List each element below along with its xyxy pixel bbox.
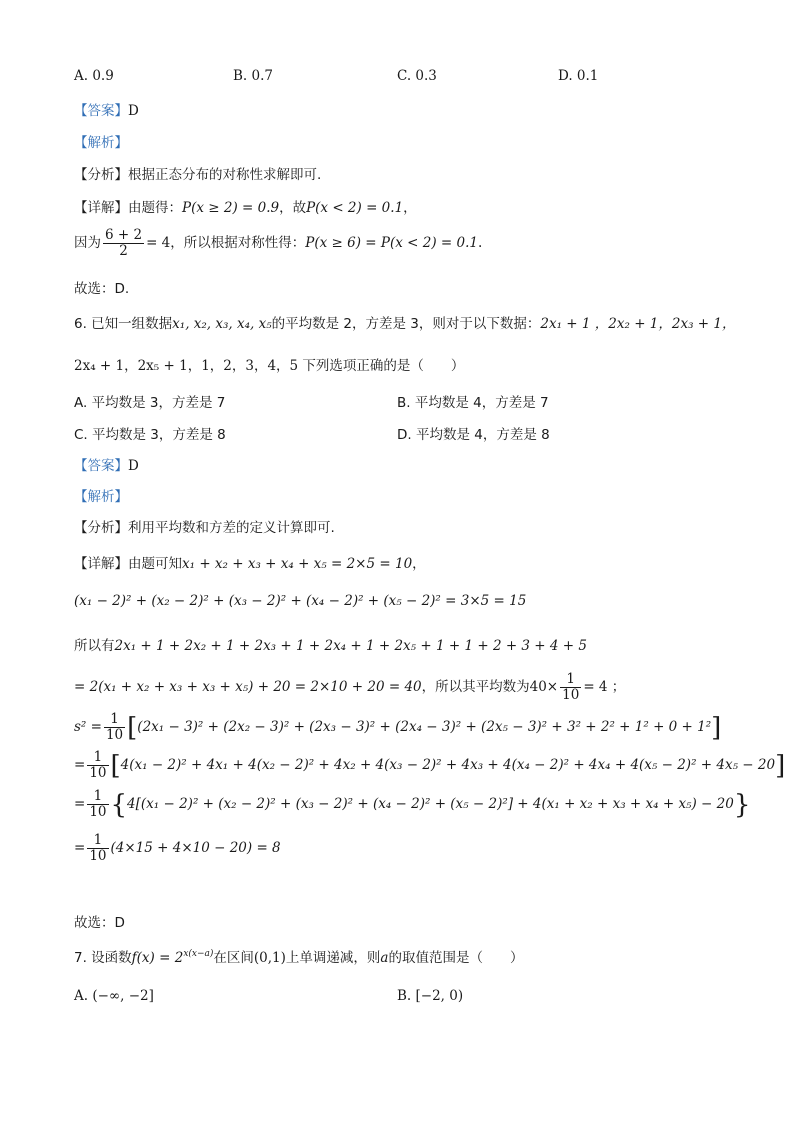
frac-num: 1 (87, 750, 108, 766)
frac-den: 10 (89, 765, 107, 781)
frac-den: 10 (562, 687, 580, 703)
q6-detail-line5: s² = $\frac{1}{10}$ [(2x₁ − 3)² + (2x₂ − 3)² + (2x₃ − 3)² + (2x₄ − 3)² + (2x₅ − 3)² + 3² + 2² + 1² + 0 + 1²] (74, 711, 722, 743)
q6-detail-line4 (74, 672, 625, 703)
math-expr: = 2(x₁ + x₂ + x₃ + x₃ + x₅) + 20 = 2×10 + 20 = 40 (74, 679, 422, 695)
frac-den: 10 (89, 804, 107, 820)
q6-detail-line7: = $\frac{1}{10}$ {4[(x₁ − 2)² + (x₂ − 2)² + (x₃ − 2)² + (x₄ − 2)² + (x₅ − 2)²] + 4(x₁ + x₂ + x₃ + x₄ + x₅) − 20} (74, 788, 751, 820)
q5-fenxi-line (74, 163, 321, 183)
text: 上单调递减，则 (285, 950, 381, 966)
fenxi-text: 根据正态分布的对称性求解即可. (128, 167, 322, 183)
math-expr: (4×15 + 4×10 − 20) = 8 (110, 840, 281, 856)
q6-option-d: D. 平均数是 4，方差是 8 (397, 427, 550, 443)
fraction (87, 750, 108, 781)
q5-analysis-heading (74, 131, 128, 151)
q6-option-c: C. 平均数是 3，方差是 8 (74, 427, 226, 443)
answer-value: D (128, 458, 139, 474)
text: ，所以其平均数为 (421, 679, 530, 695)
q6-stem-line2: 2x₄ + 1，2x₅ + 1，1，2，3，4，5 下列选项正确的是（ ） (74, 358, 465, 374)
q6-answer-line (74, 454, 139, 474)
q6-option-a: A. 平均数是 3，方差是 7 (74, 395, 226, 411)
q5-choose: 故选：D. (74, 281, 130, 297)
q6-choose: 故选：D (74, 915, 125, 931)
xiangjie-tag: 【详解】 (74, 200, 128, 216)
frac-num: 1 (87, 789, 108, 805)
text: 因为 (74, 235, 101, 251)
q6-option-b: B. 平均数是 4，方差是 7 (397, 395, 549, 411)
fraction (104, 712, 125, 743)
text: ，故 (279, 200, 307, 216)
q7-stem (74, 946, 523, 966)
math-expr: P(x ≥ 6) = P(x < 2) = 0.1 (305, 235, 478, 251)
answer-value: D (128, 103, 139, 119)
q6-detail-line2 (74, 593, 526, 609)
math-var: a (380, 950, 389, 966)
math-expr: x₁, x₂, x₃, x₄, x₅ (172, 316, 272, 332)
xiangjie-tag: 【详解】 (74, 556, 128, 572)
text: 的取值范围是（ ） (388, 950, 524, 966)
frac-num: 1 (87, 833, 108, 849)
math-expr: 40× (529, 679, 559, 695)
frac-num: 6 + 2 (105, 227, 143, 243)
math-expr: (x₁ − 2)² + (x₂ − 2)² + (x₃ − 2)² + (x₄ − 2)² + (x₅ − 2)² = 3×5 = 15 (74, 593, 527, 609)
math-expr: = 4 (146, 235, 171, 251)
frac-den: 10 (105, 727, 124, 743)
math-expr: P(x < 2) = 0.1 (306, 200, 404, 216)
q5-detail-line2 (74, 228, 482, 259)
fenxi-tag: 【分析】 (74, 520, 128, 536)
answer-tag: 【答案】 (74, 103, 128, 119)
math-exponent: x(x−a) (183, 949, 214, 959)
q5-option-b: B. 0.7 (233, 68, 273, 84)
math-expr: = 4 ； (583, 679, 626, 695)
math-expr: P(x ≥ 2) = 0.9 (182, 200, 280, 216)
fenxi-tag: 【分析】 (74, 167, 128, 183)
text: . (477, 235, 483, 251)
math-expr: f(x) = 2 (131, 950, 184, 966)
q6-stem-line1 (74, 312, 736, 332)
math-expr: 4[(x₁ − 2)² + (x₂ − 2)² + (x₃ − 2)² + (x₄ − 2)² + (x₅ − 2)²] + 4(x₁ + x₂ + x₃ + x₄ + x₅) − 20 (127, 796, 734, 812)
text: 6. 已知一组数据 (74, 316, 173, 332)
q5-answer-line (74, 99, 139, 119)
text: ， (412, 556, 426, 572)
q6-detail-line3 (74, 634, 587, 654)
text: 7. 设函数 (74, 950, 132, 966)
frac-den: 2 (119, 243, 128, 259)
text: 的平均数是 2，方差是 3，则对于以下数据： (271, 316, 541, 332)
math-expr: 4(x₁ − 2)² + 4x₁ + 4(x₂ − 2)² + 4x₂ + 4(x₃ − 2)² + 4x₃ + 4(x₄ − 2)² + 4x₄ + 4(x₅ − 2)² + 4x₅ − 20 (120, 757, 776, 773)
math-expr: (0,1) (253, 950, 286, 966)
fraction (560, 672, 581, 703)
text: ， (403, 200, 417, 216)
fraction (103, 228, 144, 259)
q6-detail-line8: = $\frac{1}{10}$ (4×15 + 4×10 − 20) = 8 (74, 832, 281, 864)
q6-fenxi-line (74, 516, 335, 536)
answer-tag: 【答案】 (74, 458, 128, 474)
math-expr: 2x₁ + 1 ，2x₂ + 1，2x₃ + 1， (540, 316, 736, 332)
q5-option-d: D. 0.1 (558, 68, 599, 84)
fenxi-text: 利用平均数和方差的定义计算即可. (128, 520, 335, 536)
q5-option-a: A. 0.9 (74, 68, 114, 84)
text: 由题可知 (128, 556, 182, 572)
q6-detail-line1 (74, 552, 426, 572)
math-expr: s² = (74, 719, 102, 735)
q5-detail-line1 (74, 196, 417, 216)
frac-num: 1 (560, 672, 581, 688)
math-expr: 2x₁ + 1 + 2x₂ + 1 + 2x₃ + 1 + 2x₄ + 1 + 2x₅ + 1 + 1 + 2 + 3 + 4 + 5 (114, 638, 587, 654)
analysis-tag: 【解析】 (74, 135, 128, 151)
q6-analysis-heading (74, 485, 128, 505)
text: 在区间 (213, 950, 254, 966)
text: 由题得： (128, 200, 182, 216)
frac-num: 1 (104, 712, 125, 728)
q7-option-a: A. (−∞, −2] (74, 988, 154, 1004)
fraction (87, 833, 108, 864)
fraction (87, 789, 108, 820)
q6-detail-line6: = $\frac{1}{10}$ [4(x₁ − 2)² + 4x₁ + 4(x₂ − 2)² + 4x₂ + 4(x₃ − 2)² + 4x₃ + 4(x₄ − 2)² + 4x₄ + 4(x₅ − 2)² + 4x₅ − 20] (74, 749, 786, 781)
math-expr: (2x₁ − 3)² + (2x₂ − 3)² + (2x₃ − 3)² + (2x₄ − 3)² + (2x₅ − 3)² + 3² + 2² + 1² + 0 + 1² (137, 719, 712, 735)
text: ，所以根据对称性得： (170, 235, 306, 251)
analysis-tag: 【解析】 (74, 489, 128, 505)
text: 所以有 (74, 638, 115, 654)
q7-option-b: B. [−2, 0) (397, 988, 464, 1004)
q5-option-c: C. 0.3 (397, 68, 437, 84)
frac-den: 10 (89, 848, 107, 864)
math-expr: x₁ + x₂ + x₃ + x₄ + x₅ = 2×5 = 10 (182, 556, 413, 572)
